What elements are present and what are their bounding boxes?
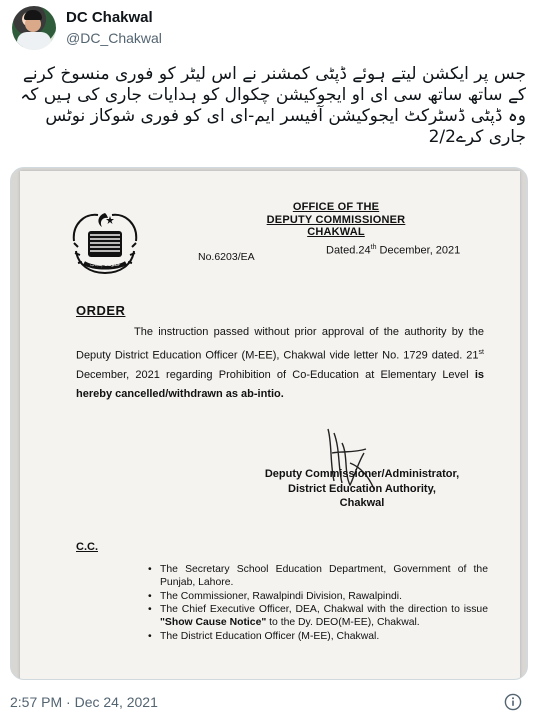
cc-item: • The District Education Officer (M-EE), Chakwal. (148, 631, 488, 644)
signatory-title-line-2: District Education Authority, (288, 482, 436, 495)
office-line-1: OFFICE OF THE (292, 201, 380, 213)
cc-item: • The Chief Executive Officer, DEA, Chakwal with the direction to issue "Show Cause Notice" to the Dy. DEO(M-EE), Chakwal. (148, 604, 488, 630)
order-title: ORDER (76, 303, 126, 318)
office-heading (252, 201, 420, 239)
order-body: The instruction passed without prior approval of the authority by the Deputy District Education Officer (M-EE), Chakwal vide letter No. 1729 dated. 21st December, 2021 regarding Prohibition of Co-Education at Elementary Level is hereby cancelled/withdrawn as ab-intio. (76, 326, 484, 401)
tweet-header (10, 6, 528, 50)
document-date: Dated.24th December, 2021 (326, 244, 461, 257)
info-icon[interactable] (504, 693, 522, 711)
scanned-document (20, 171, 520, 680)
tweet-timestamp[interactable]: 2:57 PM · Dec 24, 2021 (10, 694, 158, 710)
tweet-media-image[interactable] (10, 167, 528, 680)
author-handle[interactable]: @DC_Chakwal (66, 30, 162, 46)
signatory-title-line-3: Chakwal (339, 497, 385, 509)
cc-item: • The Commissioner, Rawalpindi Division, Rawalpindi. (148, 591, 488, 604)
punjab-emblem-icon (68, 207, 142, 277)
signatory-title-line-1: Deputy Commissioner/Administrator, (264, 468, 460, 480)
reference-number: No.6203/EA (198, 251, 255, 263)
cc-title: C.C. (76, 541, 98, 553)
tweet-text: جس پر ایکشن لیتے ہوئے ڈپٹی کمشنر نے اس لیٹر کو فوری منسوخ کرنے کے ساتھ ساتھ سی ای او ایجوکیشن چکوال کو ہدایات جاری کی ہیں کہ وہ ڈپٹی ڈسٹرکٹ ایجوکیشن آفیسر ایم-ای ای کو فوری شوکاز نوٹس جاری کرے2/2 (20, 64, 526, 147)
signature-block (232, 467, 492, 511)
author-display-name[interactable]: DC Chakwal (66, 9, 153, 26)
office-line-3: CHAKWAL (307, 226, 365, 238)
office-line-2: DEPUTY COMMISSIONER (266, 213, 406, 226)
avatar[interactable] (12, 6, 56, 50)
cc-item: • The Secretary School Education Department, Government of the Punjab, Lahore. (148, 564, 488, 590)
emblem-text: حکومت پنجاب (90, 262, 120, 268)
cc-list (148, 564, 488, 645)
